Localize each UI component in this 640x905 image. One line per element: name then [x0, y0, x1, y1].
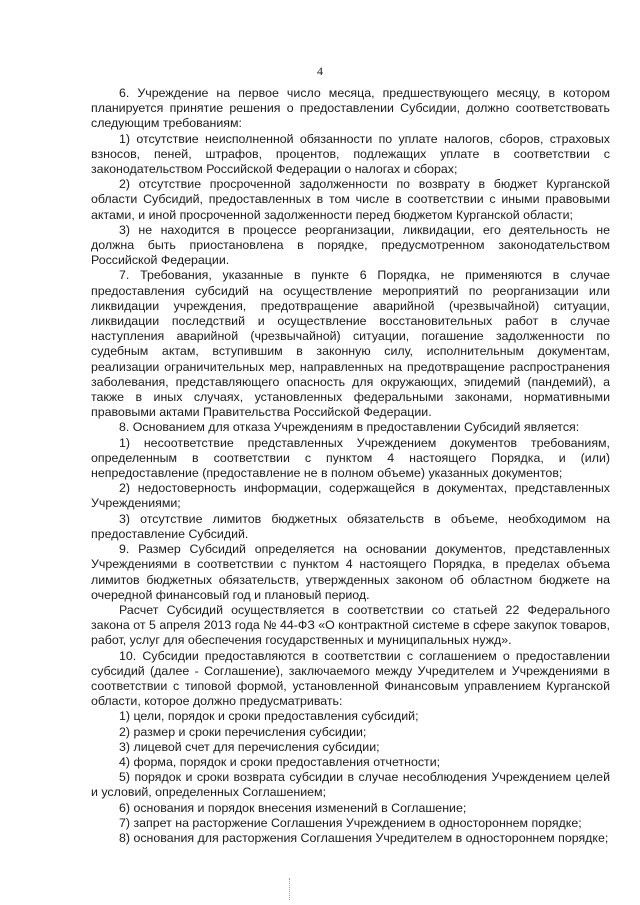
paragraph-6-item-2: 2) отсутствие просроченной задолженности по возврату в бюджет Курганской области Субсидий, предоставленных в том числе в соответствии с иными правовыми актами, и иной просроченной задолженности перед бюджетом Курганской области;	[91, 177, 610, 222]
paragraph-8-item-1: 1) несоответствие представленных Учреждением документов требованиям, определенным в соответствии с пунктом 4 настоящего Порядка, и (или) непредоставление (предоставление не в полном объеме) указанных документов;	[91, 435, 610, 481]
paragraph-7: 7. Требования, указанные в пункте 6 Порядка, не применяются в случае предоставления субсидий на осуществление мероприятий по реорганизации или ликвидации учреждения, предотвращение аварийной (чрезвычайной) ситуации, ликвидации последствий и осуществление восстановительных работ в случае наступления аварийной (чрезвычайной) ситуации, погашение задолженности по судебным актам, вступившим в законную силу, исполнительным документам, реализации ограничительных мер, направленных на предотвращение распространения заболевания, представляющего опасность для окружающих, эпидемий (пандемий), а также в иных случаях, установленных федеральными законами, нормативными правовыми актами Правительства Российской Федерации.	[91, 268, 610, 420]
paragraph-8-item-3: 3) отсутствие лимитов бюджетных обязательств в объеме, необходимом на предоставление Субсидий.	[91, 511, 610, 541]
paragraph-6-item-1: 1) отсутствие неисполненной обязанности по уплате налогов, сборов, страховых взносов, пеней, штрафов, процентов, подлежащих уплате в соответствии с законодательством Российской Федерации о налогах и сборах;	[91, 131, 610, 177]
paragraph-10-item-8: 8) основания для расторжения Соглашения Учредителем в одностороннем порядке;	[119, 830, 609, 845]
paragraph-9: 9. Размер Субсидий определяется на основании документов, представленных Учреждениями в соответствии с пунктом 4 настоящего Порядка, в пределах объема лимитов бюджетных обязательств, утвержденных законом об областном бюджете на очередной финансовый год и плановый период.	[91, 542, 610, 602]
paragraph-8: 8. Основанием для отказа Учреждениям в предоставлении Субсидий является:	[119, 420, 580, 435]
paragraph-10-item-5: 5) порядок и сроки возврата субсидии в случае несоблюдения Учреждением целей и условий, определенных Соглашением;	[91, 770, 610, 800]
paragraph-10-item-1: 1) цели, порядок и сроки предоставления субсидий;	[119, 709, 419, 724]
paragraph-10-item-3: 3) лицевой счет для перечисления субсидии;	[119, 739, 380, 754]
paragraph-6: 6. Учреждение на первое число месяца, предшествующего месяцу, в котором планируется принятие решения о предоставлении Субсидии, должно соответствовать следующим требованиям:	[91, 86, 610, 131]
paragraph-10-item-7: 7) запрет на расторжение Соглашения Учреждением в одностороннем порядке;	[119, 815, 582, 830]
paragraph-10-item-4: 4) форма, порядок и сроки предоставления отчетности;	[119, 754, 441, 769]
document-body	[91, 86, 610, 846]
scan-artifact-line	[289, 878, 291, 900]
paragraph-10-item-6: 6) основания и порядок внесения изменений в Соглашение;	[119, 800, 467, 815]
paragraph-10-item-2: 2) размер и сроки перечисления субсидии;	[119, 724, 367, 739]
paragraph-8-item-2: 2) недостоверность информации, содержащейся в документах, представленных Учреждениями;	[91, 481, 610, 511]
paragraph-9-calculation: Расчет Субсидий осуществляется в соответствии со статьей 22 Федерального закона от 5 апреля 2013 года № 44-ФЗ «О контрактной системе в сфере закупок товаров, работ, услуг для обеспечения государственных и муниципальных нужд».	[91, 602, 610, 648]
paragraph-10: 10. Субсидии предоставляются в соответствии с соглашением о предоставлении субсидий (далее - Соглашение), заключаемого между Учредителем и Учреждениями в соответствии с типовой формой, установленной Финансовым управлением Курганской области, которое должно предусматривать:	[91, 648, 610, 709]
paragraph-6-item-3: 3) не находится в процессе реорганизации, ликвидации, его деятельность не должна быть приостановлена в порядке, предусмотренном законодательством Российской Федерации.	[91, 222, 610, 268]
page-number: 4	[317, 64, 323, 78]
